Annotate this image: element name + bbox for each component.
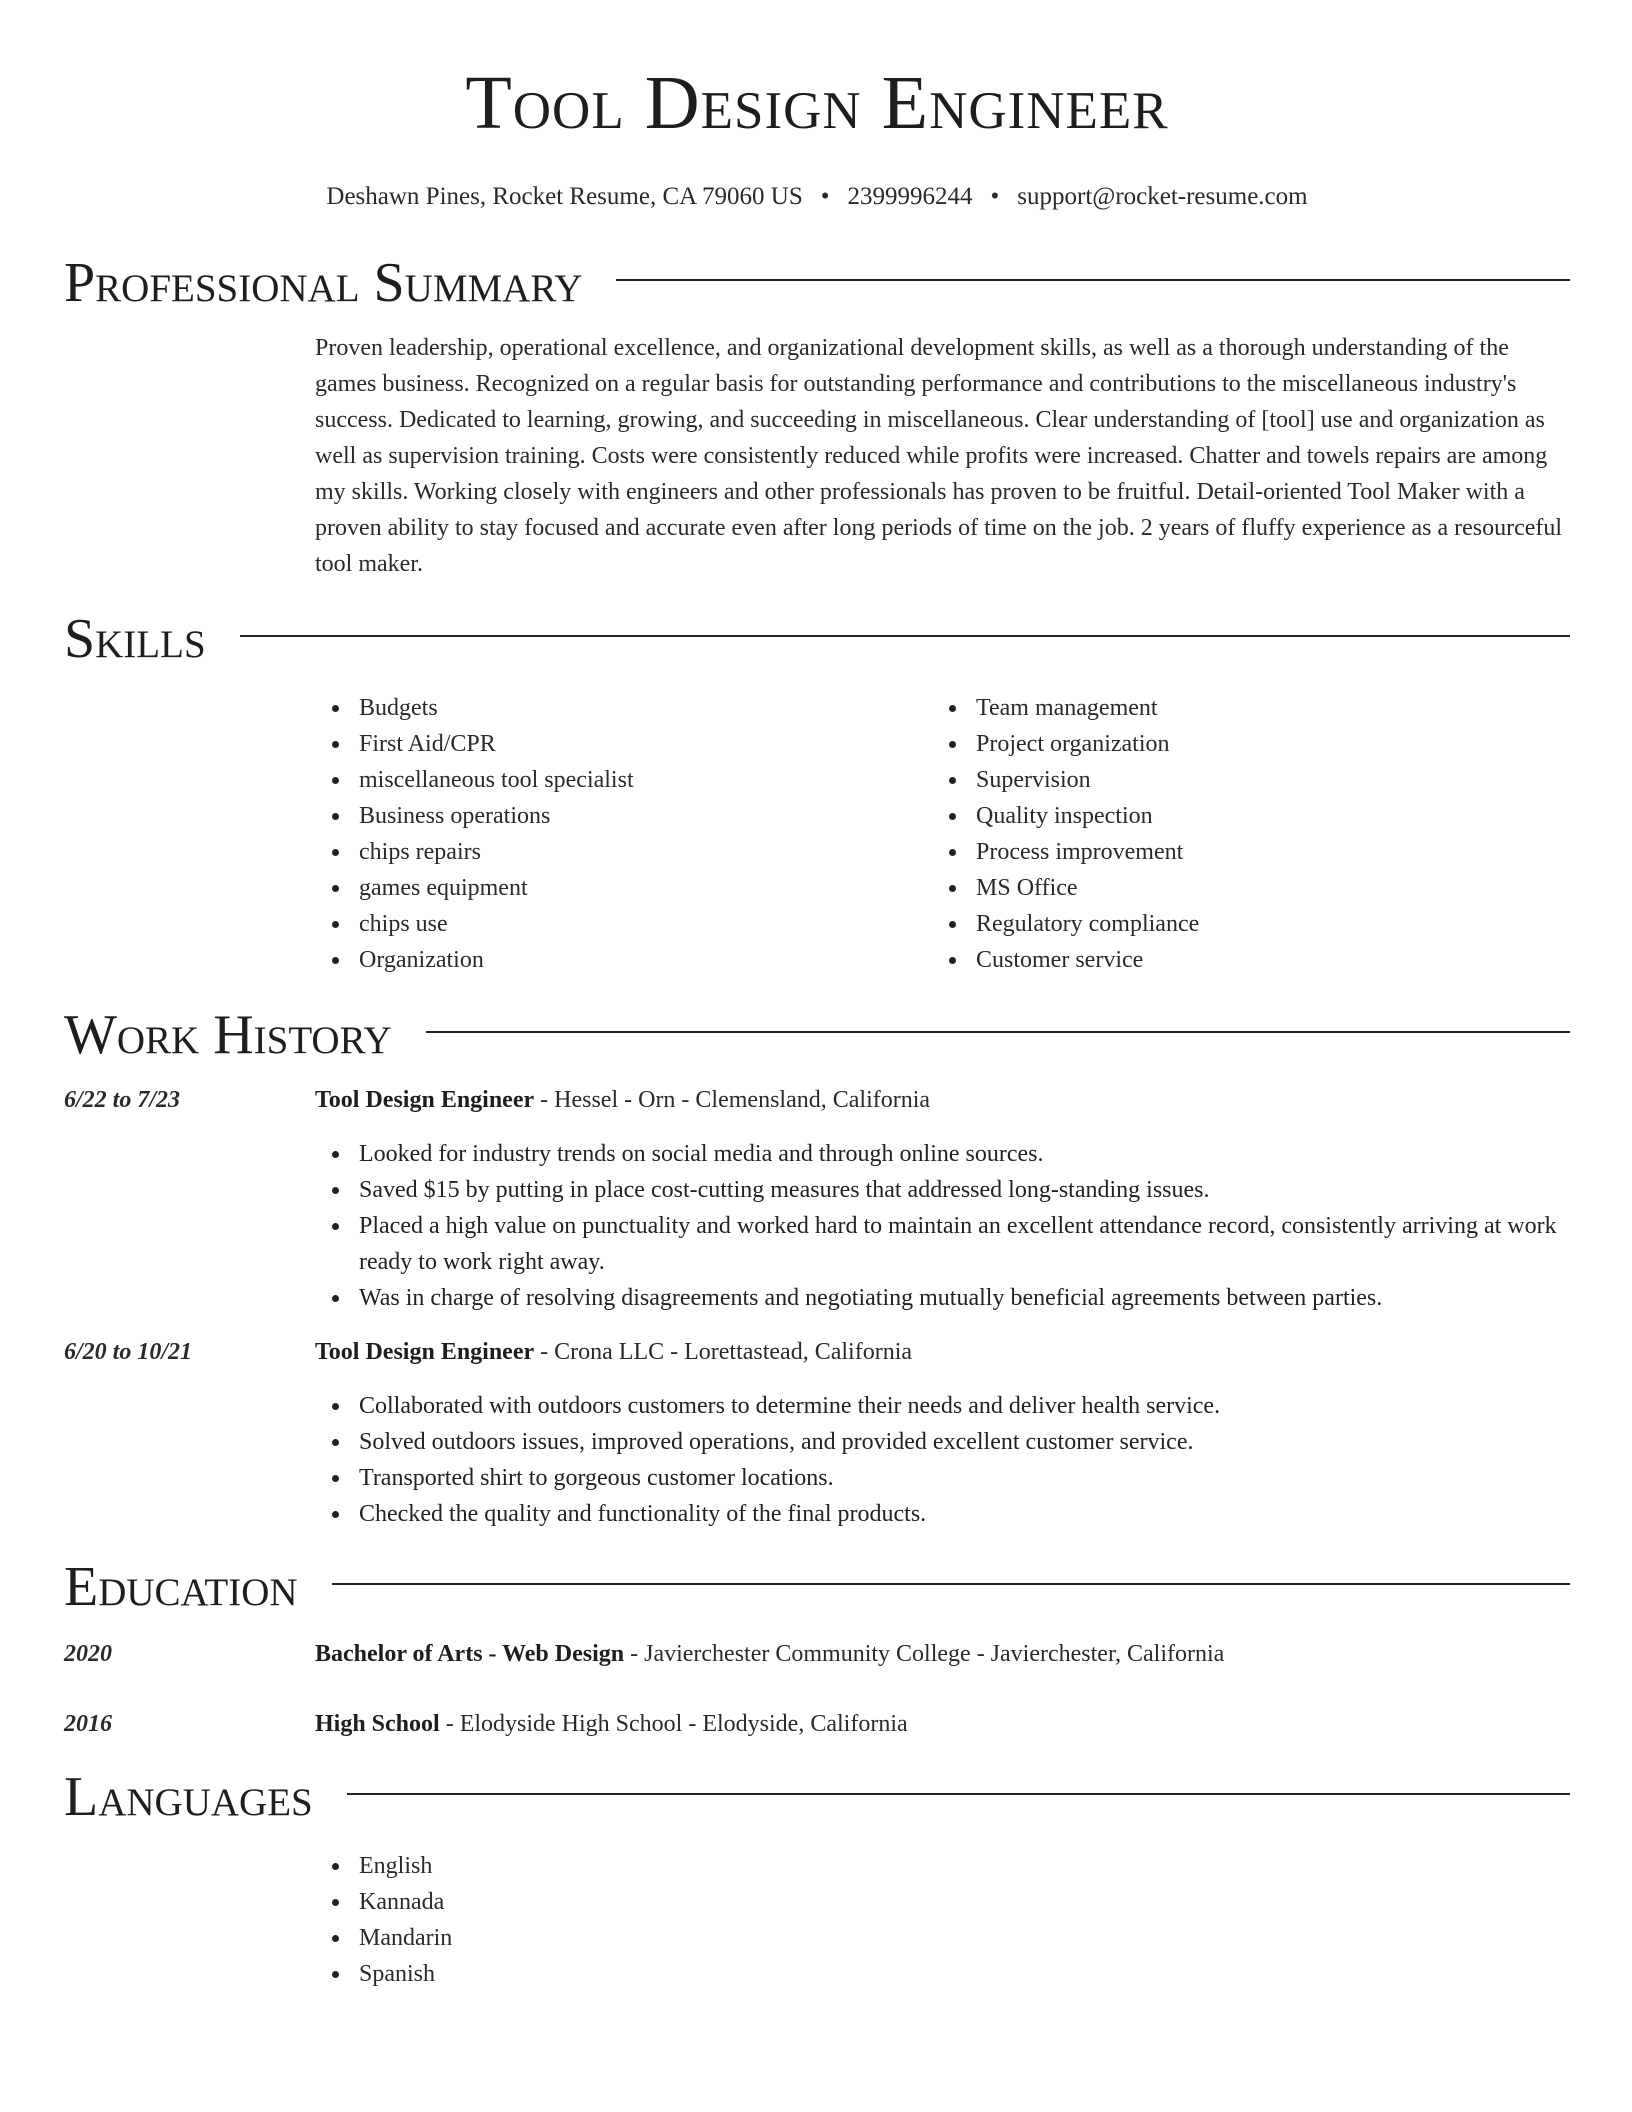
- summary-section: [64, 248, 1570, 582]
- education-school: - Javierchester Community College - Javierchester, California: [624, 1641, 1225, 1667]
- job-employer: - Hessel - Orn - Clemensland, California: [534, 1087, 931, 1113]
- education-body: [315, 1706, 1570, 1742]
- section-title-work: Work History: [64, 1004, 392, 1066]
- education-header: [315, 1636, 1570, 1672]
- skill-item: Process improvement: [932, 834, 1549, 870]
- skill-item: Team management: [932, 690, 1549, 726]
- contact-separator: •: [820, 183, 830, 210]
- contact-email: support@rocket-resume.com: [1017, 183, 1308, 210]
- job-duties: [315, 1136, 1570, 1316]
- contact-address: Deshawn Pines, Rocket Resume, CA 79060 US: [326, 183, 803, 210]
- summary-content: [315, 330, 1570, 582]
- education-year: 2020: [64, 1641, 112, 1667]
- section-title-skills: Skills: [64, 608, 206, 670]
- skills-section: [64, 604, 1570, 978]
- resume-title: Tool Design Engineer: [465, 61, 1169, 145]
- job-body: [315, 1334, 1570, 1532]
- language-item: Spanish: [315, 1956, 1570, 1992]
- section-divider: [332, 1583, 1570, 1585]
- job-body: [315, 1082, 1570, 1316]
- job-duties: [315, 1388, 1570, 1532]
- skill-item: Organization: [315, 942, 932, 978]
- section-divider: [347, 1793, 1570, 1795]
- section-title-languages: Languages: [64, 1766, 313, 1828]
- job-duty: Transported shirt to gorgeous customer locations.: [315, 1460, 1570, 1496]
- skills-list-right: [932, 690, 1549, 978]
- skills-columns: [315, 690, 1570, 978]
- work-history-section: [64, 1000, 1570, 1532]
- job-entry: [64, 1334, 1570, 1532]
- skills-content: [315, 690, 1570, 978]
- resume-page: [64, 0, 1570, 1992]
- job-duty: Saved $15 by putting in place cost-cutting measures that addressed long-standing issues.: [315, 1172, 1570, 1208]
- languages-section: [64, 1762, 1570, 1992]
- section-title-education: Education: [64, 1556, 298, 1618]
- skill-item: First Aid/CPR: [315, 726, 932, 762]
- language-item: Kannada: [315, 1884, 1570, 1920]
- education-header: [315, 1706, 1570, 1742]
- job-duty: Checked the quality and functionality of the final products.: [315, 1496, 1570, 1532]
- section-header: [64, 248, 1570, 318]
- job-duty: Placed a high value on punctuality and worked hard to maintain an excellent attendance record, consistently arriving at work ready to work right away.: [315, 1208, 1570, 1280]
- section-header: [64, 1762, 1570, 1832]
- language-item: English: [315, 1848, 1570, 1884]
- contact-line: [64, 180, 1570, 214]
- section-title-summary: Professional Summary: [64, 252, 583, 314]
- skill-item: Business operations: [315, 798, 932, 834]
- skill-item: Project organization: [932, 726, 1549, 762]
- job-employer: - Crona LLC - Lorettastead, California: [534, 1339, 913, 1365]
- section-divider: [616, 279, 1570, 281]
- job-header: [315, 1334, 1570, 1370]
- job-duty: Looked for industry trends on social media and through online sources.: [315, 1136, 1570, 1172]
- skill-item: miscellaneous tool specialist: [315, 762, 932, 798]
- skill-item: Regulatory compliance: [932, 906, 1549, 942]
- section-divider: [426, 1031, 1570, 1033]
- language-item: Mandarin: [315, 1920, 1570, 1956]
- education-body: [315, 1636, 1570, 1672]
- skill-item: games equipment: [315, 870, 932, 906]
- job-dates: 6/20 to 10/21: [64, 1339, 193, 1365]
- section-divider: [240, 635, 1570, 637]
- skills-list-left: [315, 690, 932, 978]
- education-year: 2016: [64, 1711, 112, 1737]
- education-school: - Elodyside High School - Elodyside, California: [439, 1711, 908, 1737]
- education-entry: [64, 1706, 1570, 1742]
- job-dates: 6/22 to 7/23: [64, 1087, 181, 1113]
- section-header: [64, 604, 1570, 674]
- skill-item: Budgets: [315, 690, 932, 726]
- education-entry: [64, 1636, 1570, 1672]
- job-title: Tool Design Engineer: [315, 1339, 535, 1365]
- contact-separator: •: [990, 183, 1000, 210]
- languages-list: [315, 1848, 1570, 1992]
- education-degree: High School: [315, 1711, 440, 1737]
- job-duty: Solved outdoors issues, improved operations, and provided excellent customer service.: [315, 1424, 1570, 1460]
- skill-item: chips use: [315, 906, 932, 942]
- job-duty: Was in charge of resolving disagreements and negotiating mutually beneficial agreements between parties.: [315, 1280, 1570, 1316]
- section-header: [64, 1000, 1570, 1070]
- contact-phone: 2399996244: [847, 183, 973, 210]
- skill-item: chips repairs: [315, 834, 932, 870]
- job-header: [315, 1082, 1570, 1118]
- skill-item: Supervision: [932, 762, 1549, 798]
- section-header: [64, 1552, 1570, 1622]
- education-section: [64, 1552, 1570, 1742]
- skill-item: Customer service: [932, 942, 1549, 978]
- job-title: Tool Design Engineer: [315, 1087, 535, 1113]
- languages-content: [315, 1848, 1570, 1992]
- job-duty: Collaborated with outdoors customers to determine their needs and deliver health service.: [315, 1388, 1570, 1424]
- education-degree: Bachelor of Arts - Web Design: [315, 1641, 625, 1667]
- skill-item: MS Office: [932, 870, 1549, 906]
- summary-text: Proven leadership, operational excellence, and organizational development skills, as well as a thorough understanding of the games business. Recognized on a regular basis for outstanding performance and contributions to the miscellaneous industry's success. Dedicated to learning, growing, and succeeding in miscellaneous. Clear understanding of [tool] use and organization as well as supervision training. Costs were consistently reduced while profits were increased. Chatter and towels repairs are among my skills. Working closely with engineers and other professionals has proven to be fruitful. Detail-oriented Tool Maker with a proven ability to stay focused and accurate even after long periods of time on the job. 2 years of fluffy experience as a resourceful tool maker.: [315, 335, 1563, 577]
- skill-item: Quality inspection: [932, 798, 1549, 834]
- job-entry: [64, 1082, 1570, 1316]
